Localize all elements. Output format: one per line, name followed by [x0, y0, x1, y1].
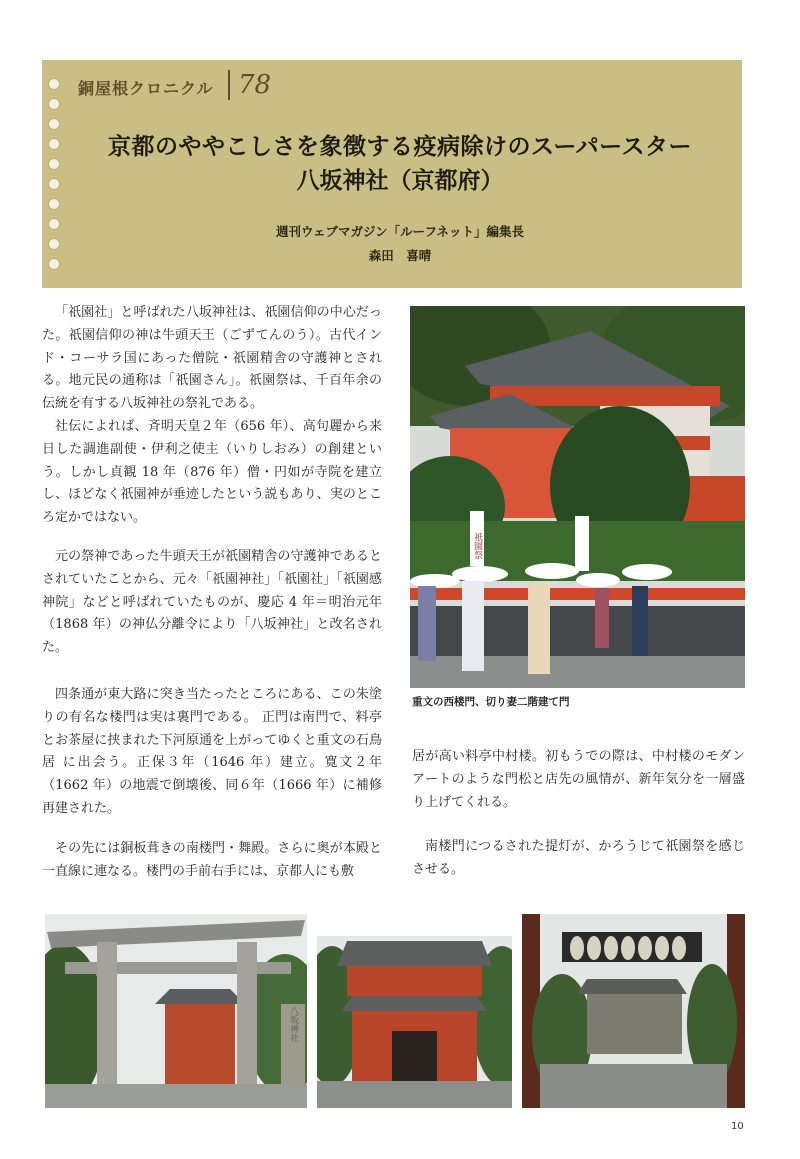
paragraph-4: 四条通が東大路に突き当たったところにある、この朱塗りの有名な楼門は実は裏門である。 正門は南門で、料亭とお茶屋に挟まれた下河原通を上がってゆくと重文の石鳥居 に出会う。正保３年（1646 年）建立。寛文２年（1662 年）の地震で倒壊後、同６年（1666 年）に補修再建された。: [42, 687, 382, 816]
body-column-left-4: [42, 838, 382, 884]
body-column-right-2: [412, 836, 745, 882]
paragraph-5: その先には銅板葺きの南楼門・舞殿。さらに奥が本殿と一直線に連なる。楼門の手前右手には、京都人にも敷: [42, 841, 382, 879]
article-subtitle: 八坂神社（京都府）: [296, 168, 504, 194]
binder-holes: [48, 60, 60, 288]
body-column-right: [412, 746, 745, 814]
paragraph-3: 元の祭神であった牛頭天王が祇園精舎の守護神であるとされていたことから、元々「祇園神社」「祇園社」「祇園感神院」などと呼ばれていたものが、慶応 4 年＝明治元年（1868 年）の神仏分離令により「八坂神社」と改名された。: [42, 549, 382, 656]
article-title: 京都のややこしさを象徴する疫病除けのスーパースター: [107, 134, 693, 160]
banner-text: 祇園祭: [472, 532, 482, 560]
photo-lanterns: [522, 914, 745, 1108]
author-name: 森田 喜晴: [368, 248, 432, 263]
series-number: 78: [228, 70, 271, 100]
paragraph-7: 南楼門につるされた提灯が、かろうじて祇園祭を感じさせる。: [412, 839, 745, 877]
body-column-left-3: [42, 684, 382, 821]
author-role: 週刊ウェブマガジン「ルーフネット」編集長: [275, 224, 525, 239]
body-column-left-2: [42, 546, 382, 660]
paragraph-1: 「祇園社」と呼ばれた八坂神社は、祇園信仰の中心だった。祇園信仰の神は牛頭天王（ごずてんのう）。古代インド・コーサラ国にあった僧院・祇園精舎の守護神とされる。地元民の通称は「祇園さん」。祇園祭は、千百年余の伝統を有する八坂神社の祭礼である。: [42, 305, 382, 412]
photo-west-gate: [410, 306, 745, 688]
photo-caption: 重文の西楼門、切り妻二階建て門: [412, 696, 570, 708]
photo-south-gate: [317, 936, 512, 1108]
pillar-text: 八坂神社: [288, 1006, 298, 1042]
paragraph-6: 居が高い料亭中村楼。初もうでの際は、中村楼のモダンアートのような門松と店先の風情が、新年気分を一層盛り上げてくれる。: [412, 749, 745, 810]
photo-stone-torii: [45, 914, 307, 1108]
paragraph-2: 社伝によれば、斉明天皇２年（656 年）、高句麗から来日した調進副使・伊利之使主（いりしおみ）の創建という。しかし貞観 18 年（876 年）僧・円如が寺院を建立し、ほどなく祇園神が垂迹したという説もあり、実のところ定かではない。: [42, 418, 382, 526]
body-column-left: [42, 302, 382, 530]
series-name: 銅屋根クロニクル: [78, 79, 214, 98]
page-number: 10: [731, 1121, 744, 1132]
